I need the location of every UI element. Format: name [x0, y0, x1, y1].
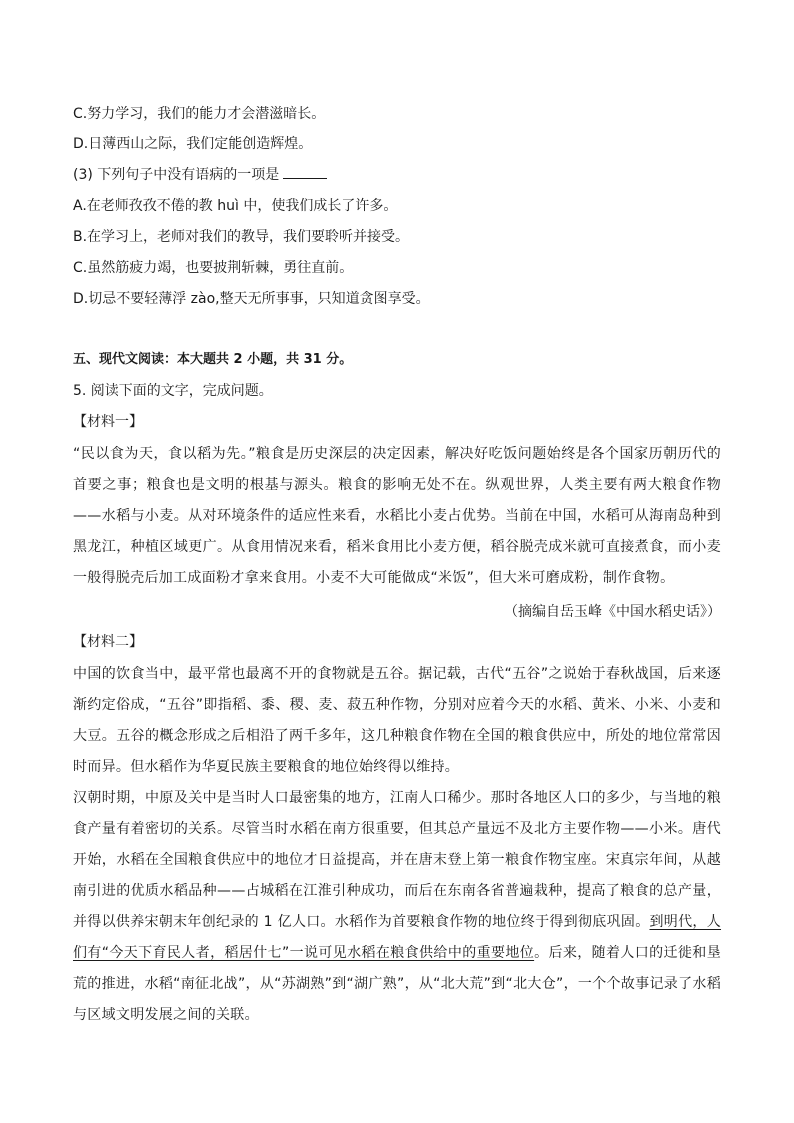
question-prompt: 5. 阅读下面的文字，完成问题。 — [73, 383, 273, 399]
underlined-sentence: 到明代，人们有“今天下育民人者，稻居什七”一说可见水稻在粮食供给中的重要地位 — [73, 914, 722, 961]
section-heading: 五、现代文阅读：本大题共 2 小题，共 31 分。 — [73, 352, 353, 367]
q3-option-a: A.在老师孜孜不倦的教 huì 中，使我们成长了许多。 — [73, 198, 398, 214]
material1-source: （摘编自岳玉峰《中国水稻史话》） — [504, 604, 721, 620]
q3-option-b: B.在学习上，老师对我们的教导，我们要聆听并接受。 — [73, 229, 410, 245]
q3-stem-text: (3) 下列句子中没有语病的一项是 — [73, 167, 280, 183]
material1-label: 【材料一】 — [73, 414, 143, 430]
paragraph-2-end: 。后来，随着人口的迁徙和垦荒的推进，水稻“南征北战”，从“苏湖熟”到“湖广熟”，从“北大荒”到“北大仓”，一个个故事记录了水稻与区域文明发展之间的关联。 — [73, 945, 721, 1023]
material1-text: “民以食为天，食以稻为先。”粮食是历史深层的决定因素，解决好吃饭问题始终是各个国家历朝历代的首要之事；粮食也是文明的根基与源头。粮食的影响无处不在。纵观世界，人类主要有两大粮食作物——水稻与小麦。从对环境条件的适应性来看，水稻比小麦占优势。当前在中国，水稻可从海南岛种到黑龙江，种植区域更广。从食用情况来看，稻米食用比小麦方便，稻谷脱壳成米就可直接煮食，而小麦一般得脱壳后加工成面粉才拿来食用。小麦不大可能做成“米饭”，但大米可磨成粉，制作食物。 — [73, 446, 721, 586]
paragraph-2-start: 汉朝时期，中原及关中是当时人口最密集的地方，江南人口稀少。那时各地区人口的多少，与当地的粮食产量有着密切的关系。尽管当时水稻在南方很重要，但其总产量远不及北方主要作物——小米。唐代开始，水稻在全国粮食供应中的地位才日益提高，并在唐末登上第一粮食作物宝座。宋真宗年间，从越南引进的优质水稻品种——占城稻在江淮引种成功，而后在东南各省普遍栽种，提高了粮食的总产量，并得以供养宋朝末年创纪录的 1 亿人口。水稻作为首要粮食作物的地位终于得到彻底巩固。 — [73, 790, 721, 930]
q3-option-d: D.切忌不要轻薄浮 zào,整天无所事事，只知道贪图享受。 — [73, 291, 430, 307]
material2-label: 【材料二】 — [73, 634, 143, 650]
answer-blank — [283, 164, 327, 179]
q3-stem — [73, 164, 721, 185]
material2-paragraph-1: 中国的饮食当中，最平常也最离不开的食物就是五谷。据记载，古代“五谷”之说始于春秋战国，后来逐渐约定俗成，“五谷”即指稻、黍、稷、麦、菽五种作物，分别对应着今天的水稻、黄米、小米、小麦和大豆。五谷的概念形成之后相沿了两千多年，这几种粮食作物在全国的粮食供应中，所处的地位常常因时而异。但水稻作为华夏民族主要粮食的地位始终得以维持。 — [73, 666, 721, 775]
q2-option-d: D.日薄西山之际，我们定能创造辉煌。 — [73, 136, 313, 152]
q2-option-c: C.努力学习，我们的能力才会潜滋暗长。 — [73, 106, 326, 122]
material2-paragraph-2 — [73, 783, 721, 1033]
q3-option-c: C.虽然筋疲力竭，也要披荆斩棘，勇往直前。 — [73, 260, 354, 276]
